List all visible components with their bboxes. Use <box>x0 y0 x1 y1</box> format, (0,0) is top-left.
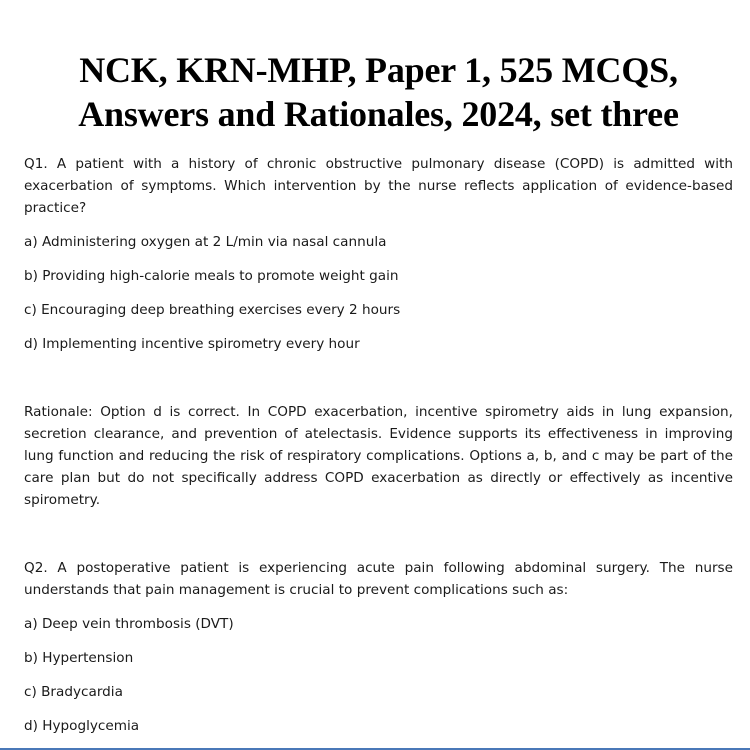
question-1-rationale: Rationale: Option d is correct. In COPD exacerbation, incentive spirometry aids in lung expansion, secretion clearance, and prevention of atelectasis. Evidence supports its effectiveness in improving lung function and reducing the risk of respiratory complications. Options a, b, and c may be part of the care plan but do not specifically address COPD exacerbation as directly or effectively as incentive spirometry. <box>24 404 733 508</box>
title-line-2: Answers and Rationales, 2024, set three <box>78 94 679 134</box>
question-1-option-d: d) Implementing incentive spirometry every hour <box>24 336 360 352</box>
document-title <box>24 0 733 136</box>
question-1-option-c: c) Encouraging deep breathing exercises every 2 hours <box>24 302 401 318</box>
document-body <box>24 153 733 737</box>
question-1-stem: Q1. A patient with a history of chronic obstructive pulmonary disease (COPD) is admitted with exacerbation of symptoms. Which intervention by the nurse reflects application of evidence-based practice? <box>24 156 733 216</box>
question-1-option-b: b) Providing high-calorie meals to promote weight gain <box>24 268 399 284</box>
question-2-stem: Q2. A postoperative patient is experiencing acute pain following abdominal surgery. The nurse understands that pain management is crucial to prevent complications such as: <box>24 560 733 598</box>
question-2-option-a: a) Deep vein thrombosis (DVT) <box>24 616 234 632</box>
question-2-option-d: d) Hypoglycemia <box>24 718 140 734</box>
title-line-1: NCK, KRN-MHP, Paper 1, 525 MCQS, <box>79 50 678 90</box>
question-2-option-b: b) Hypertension <box>24 650 134 666</box>
question-1-option-a: a) Administering oxygen at 2 L/min via nasal cannula <box>24 234 387 250</box>
question-2-option-c: c) Bradycardia <box>24 684 123 700</box>
